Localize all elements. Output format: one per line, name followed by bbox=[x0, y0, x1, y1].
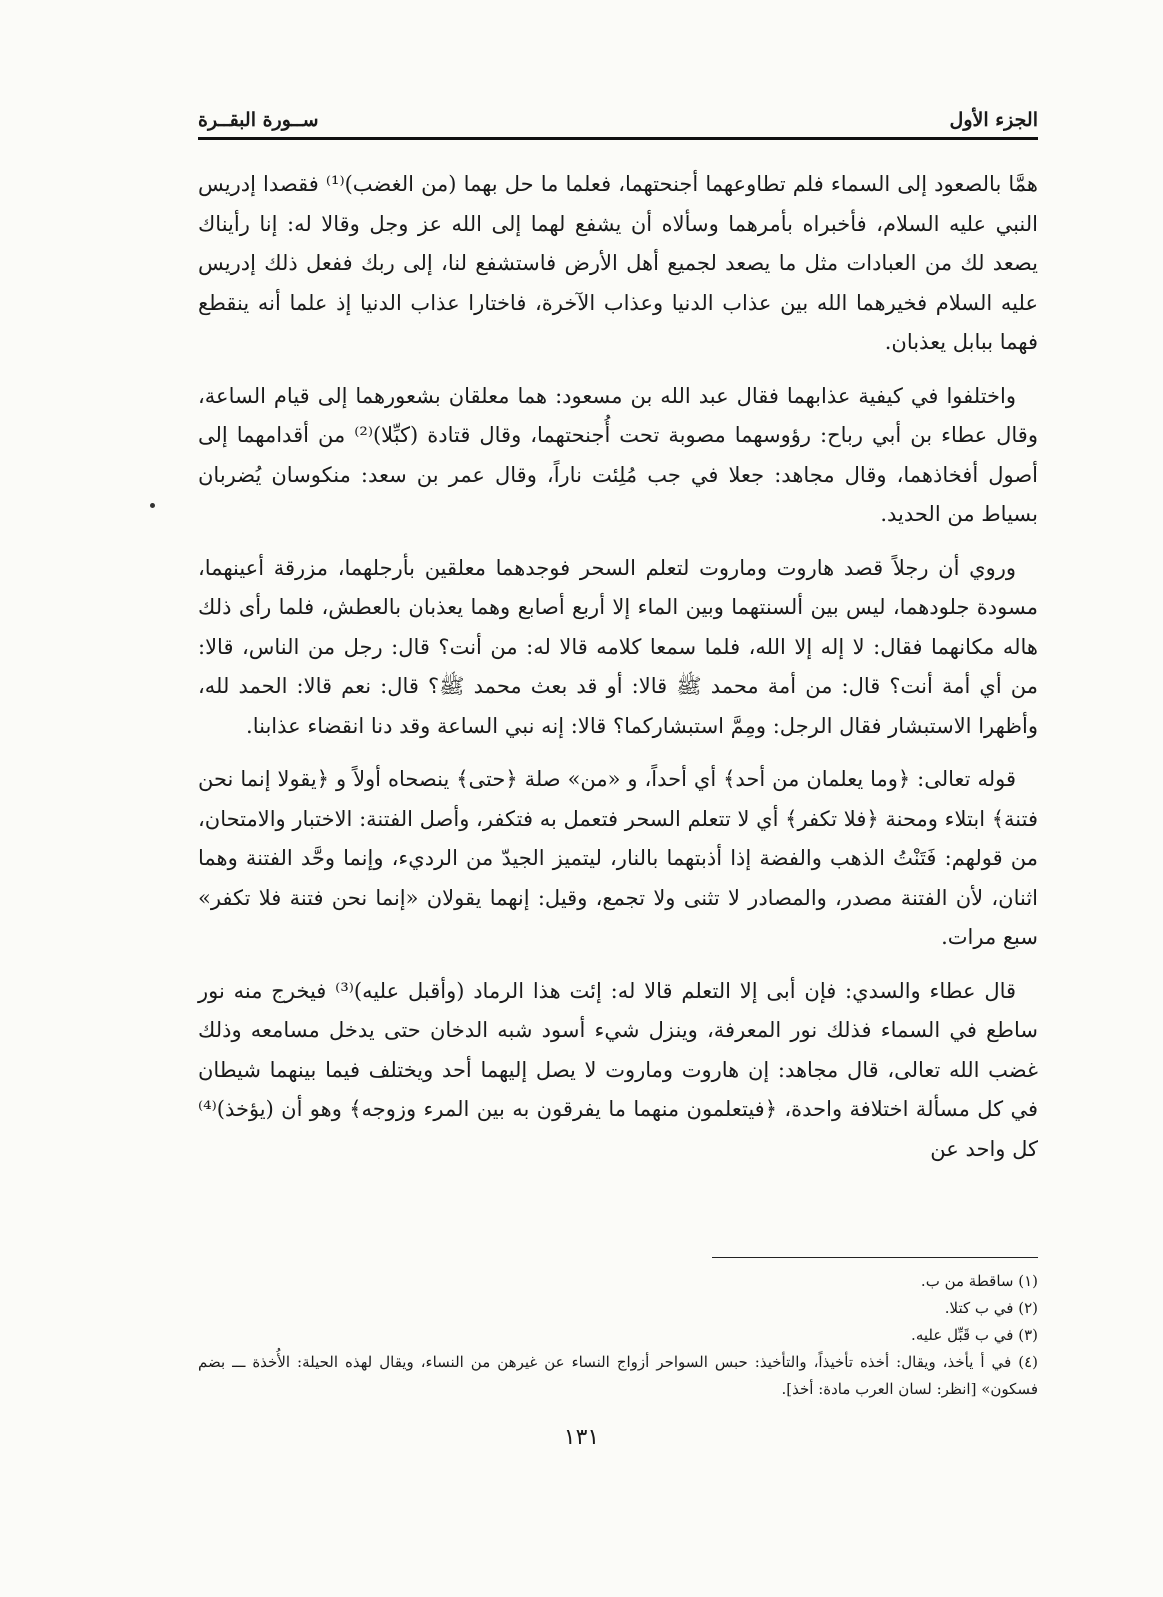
footnote: (٤) في أ يأخذ، ويقال: أخذه تأخيذاً، والتأخيذ: حبس السواحر أزواج النساء عن غيرهن من النساء، ويقال لهذه الحيلة: الأُخذة ـــ بضم فسكون» [انظر: لسان العرب مادة: أخذ]. bbox=[198, 1353, 1038, 1398]
paragraph: واختلفوا في كيفية عذابهما فقال عبد الله بن مسعود: هما معلقان بشعورهما إلى قيام الساعة، وقال عطاء بن أبي رباح: رؤوسهما مصوبة تحت أُجنحتهما، وقال قتادة (كبِّلا)⁽²⁾ من أقدامهما إلى أصول أفخاذهما، وقال مجاهد: جعلا في جب مُلِئت ناراً، وقال عمر بن سعد: منكوسان يُضربان بسياط من الحديد. bbox=[198, 383, 1038, 526]
footnote: (٣) في ب قَبِّل عليه. bbox=[911, 1326, 1038, 1344]
surah-title: ســورة البقــرة bbox=[198, 109, 319, 131]
paragraph: همَّا بالصعود إلى السماء فلم تطاوعهما أجنحتهما، فعلما ما حل بهما (من الغضب)⁽¹⁾ فقصدا إدريس النبي عليه السلام، فأخبراه بأمرهما وسألاه أن يشفع لهما إلى الله عز وجل وقالا له: إنا رأيناك يصعد لك من العبادات مثل ما يصعد لجميع أهل الأرض فاستشفع لنا، إلى ربك ففعل ذلك إدريس عليه السلام فخيرهما الله بين عذاب الدنيا وعذاب الآخرة، فاختارا عذاب الدنيا إذ علما أنه ينقطع فهما ببابل يعذبان. bbox=[198, 172, 1038, 354]
footnotes bbox=[198, 1268, 1038, 1403]
paragraph: قال عطاء والسدي: فإن أبى إلا التعلم قالا له: إئت هذا الرماد (وأقبل عليه)⁽³⁾ فيخرج منه نور ساطع في السماء فذلك نور المعرفة، وينزل شيء أسود شبه الدخان حتى يدخل مسامعه وذلك غضب الله تعالى، قال مجاهد: إن هاروت وماروت لا يصل إليهما أحد ويختلف فيما بينهما شيطان في كل مسألة اختلافة واحدة، ﴿فيتعلمون منهما ما يفرقون به بين المرء وزوجه﴾ وهو أن (يؤخذ)⁽⁴⁾ كل واحد عن bbox=[198, 978, 1038, 1161]
scan-speck bbox=[150, 503, 155, 508]
main-text bbox=[198, 165, 1038, 1183]
part-title: الجزء الأول bbox=[949, 109, 1038, 131]
running-header bbox=[198, 100, 1038, 140]
paragraph: وروي أن رجلاً قصد هاروت وماروت لتعلم السحر فوجدهما معلقين بأرجلهما، مزرقة أعينهما، مسودة جلودهما، ليس بين ألسنتهما وبين الماء إلا أربع أصابع وهما يعذبان بالعطش، فلما رأى ذلك هاله مكانهما فقال: لا إله إلا الله، فلما سمعا كلامه قالا له: من أنت؟ قال: رجل من الناس، قالا: من أي أمة أنت؟ قال: من أمة محمد ﷺ قالا: أو قد بعث محمد ﷺ؟ قال: نعم قالا: الحمد لله، وأظهرا الاستبشار فقال الرجل: ومِمَّ استبشاركما؟ قالا: إنه نبي الساعة وقد دنا انقضاء عذابنا. bbox=[198, 555, 1038, 738]
footnote: (٢) في ب كتلا. bbox=[944, 1299, 1038, 1317]
footnote-separator bbox=[712, 1257, 1038, 1258]
paragraph: قوله تعالى: ﴿وما يعلمان من أحد﴾ أي أحداً، و «من» صلة ﴿حتى﴾ ينصحاه أولاً و ﴿يقولا إنما نحن فتنة﴾ ابتلاء ومحنة ﴿فلا تكفر﴾ أي لا تتعلم السحر فتعمل به فتكفر، وأصل الفتنة: الاختبار والامتحان، من قولهم: فَتَنْتُ الذهب والفضة إذا أذبتهما بالنار، ليتميز الجيدّ من الرديء، وإنما وحَّد الفتنة وهما اثنان، لأن الفتنة مصدر، والمصادر لا تثنى ولا تجمع، وقيل: إنهما يقولان «إنما نحن فتنة فلا تكفر» سبع مرات. bbox=[198, 767, 1038, 949]
page-number: ١٣١ bbox=[563, 1425, 600, 1450]
footnote: (١) ساقطة من ب. bbox=[920, 1272, 1038, 1290]
